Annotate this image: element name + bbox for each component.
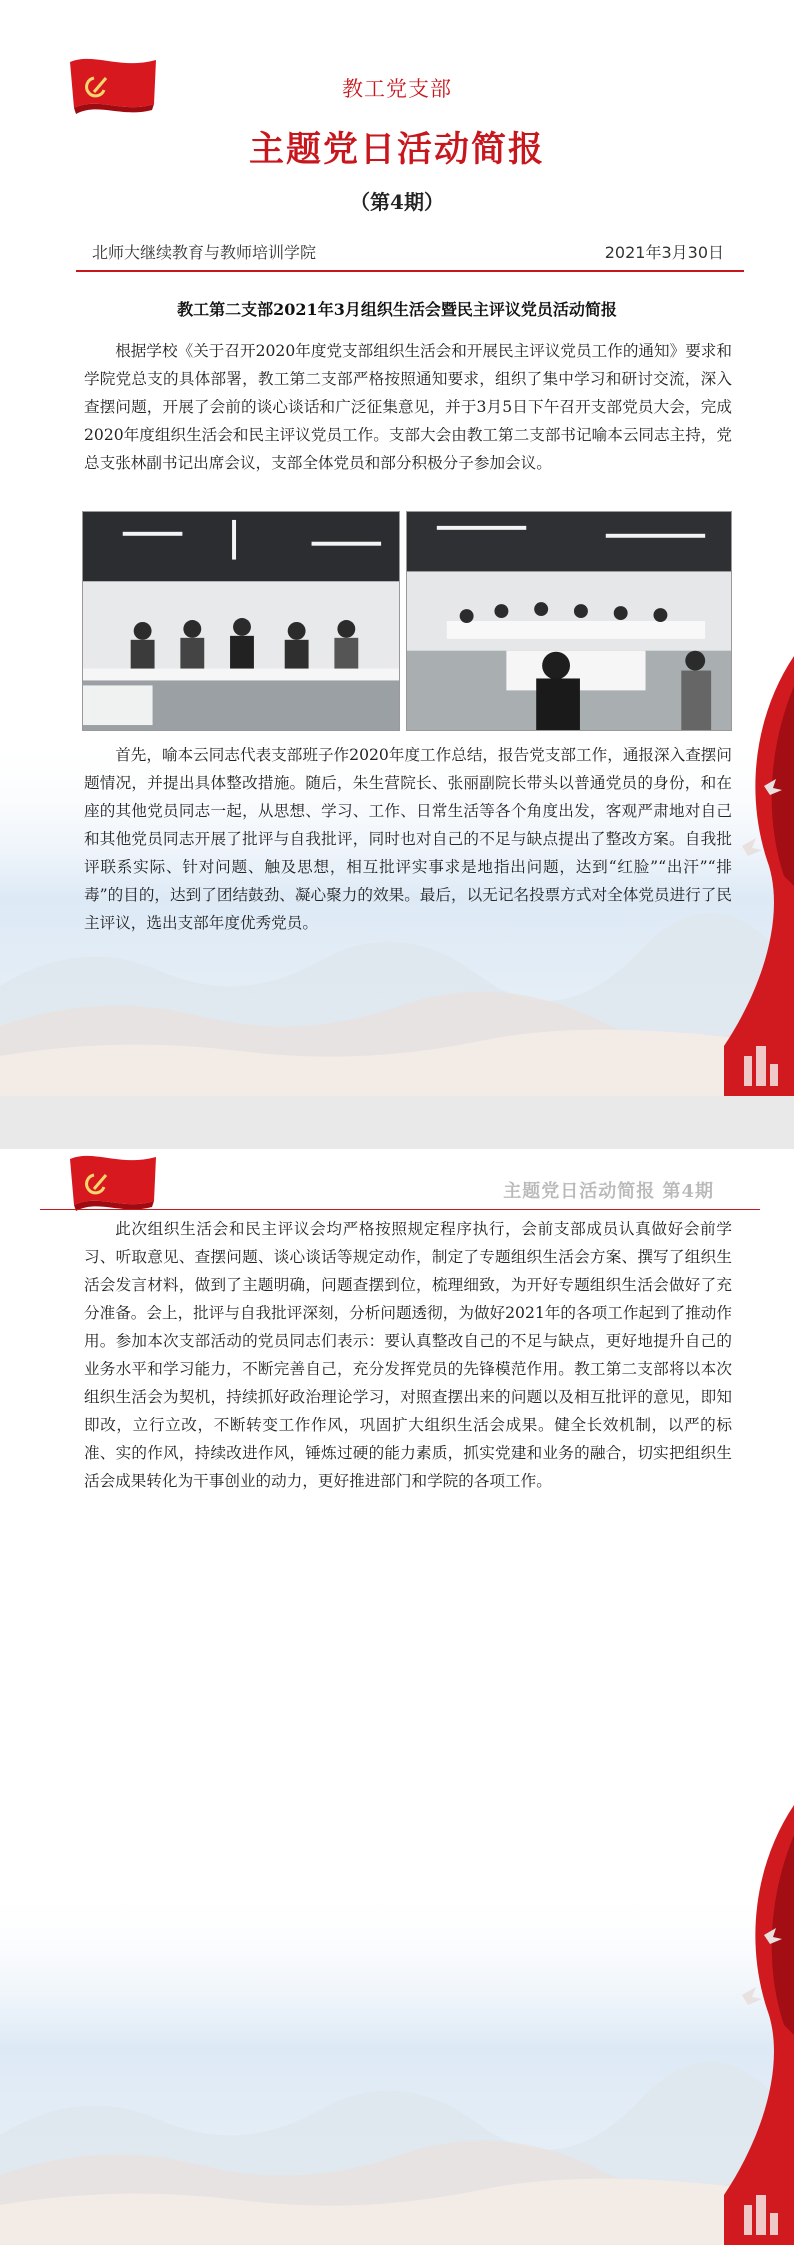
header-divider [40,1209,760,1210]
paragraph-intro: 根据学校《关于召开2020年度党支部组织生活会和开展民主评议党员工作的通知》要求和学院党总支的具体部署，教工第二支部严格按照通知要求，组织了集中学习和研讨交流，深入查摆问题，开展了会前的谈心谈话和广泛征集意见，并于3月5日下午召开支部党员大会，完成 2020年度组织生活会和民主评议党员工作。支部大会由教工第二支部书记喻本云同志主持，党总支张林副书记出席会议，支部全体党员和部分积极分子参加会议。 [84,342,732,472]
mountain-background [0,1885,794,2245]
meeting-photo-right [406,511,732,731]
main-title: 主题党日活动简报 [248,129,545,170]
meeting-photo-left [82,511,400,731]
running-header: 主题党日活动简报 第4期 [503,1181,714,1202]
branch-name: 教工党支部 [342,77,452,101]
briefing-page-1 [0,0,794,1096]
party-flag-icon [64,1149,162,1215]
institution-name: 北师大继续教育与教师培训学院 [92,243,317,262]
header-divider [76,270,744,272]
briefing-page-2 [0,1149,794,2245]
publish-date: 2021年3月30日 [604,243,724,262]
red-ribbon-doves-icon [684,1775,794,2245]
report-title: 教工第二支部2021年3月组织生活会暨民主评议党员活动简报 [177,300,617,319]
paragraph-meeting: 首先，喻本云同志代表支部班子作2020年度工作总结，报告党支部工作，通报深入查摆问题情况，并提出具体整改措施。随后，朱生营院长、张丽副院长带头以普通党员的身份，和在座的其他党员同志一起，从思想、学习、工作、日常生活等各个角度出发，客观严肃地对自己和其他党员同志开展了批评与自我批评，同时也对自己的不足与缺点提出了整改方案。自我批评联系实际、针对问题、触及思想，相互批评实事求是地指出问题，达到“红脸”“出汗”“排毒”的目的，达到了团结鼓劲、凝心聚力的效果。最后，以无记名投票方式对全体党员进行了民主评议，选出支部年度优秀党员。 [84,746,732,932]
issue-number: （第4期） [350,190,444,214]
paragraph-conclusion: 此次组织生活会和民主评议会均严格按照规定程序执行，会前支部成员认真做好会前学习、听取意见、查摆问题、谈心谈话等规定动作，制定了专题组织生活会方案、撰写了组织生活会发言材料，做到了主题明确，问题查摆到位，梳理细致，为开好专题组织生活会做好了充分准备。会上，批评与自我批评深刻，分析问题透彻，为做好2021年的各项工作起到了推动作用。参加本次支部活动的党员同志们表示：要认真整改自己的不足与缺点，更好地提升自己的业务水平和学习能力，不断完善自己，充分发挥党员的先锋模范作用。教工第二支部将以本次组织生活会为契机，持续抓好政治理论学习，对照查摆出来的问题以及相互批评的意见，即知即改，立行立改，不断转变工作作风，巩固扩大组织生活会成果。健全长效机制，以严的标准、实的作风，持续改进作风，锤炼过硬的能力素质，抓实党建和业务的融合，切实把组织生活会成果转化为干事创业的动力，更好推进部门和学院的各项工作。 [84,1220,732,1490]
